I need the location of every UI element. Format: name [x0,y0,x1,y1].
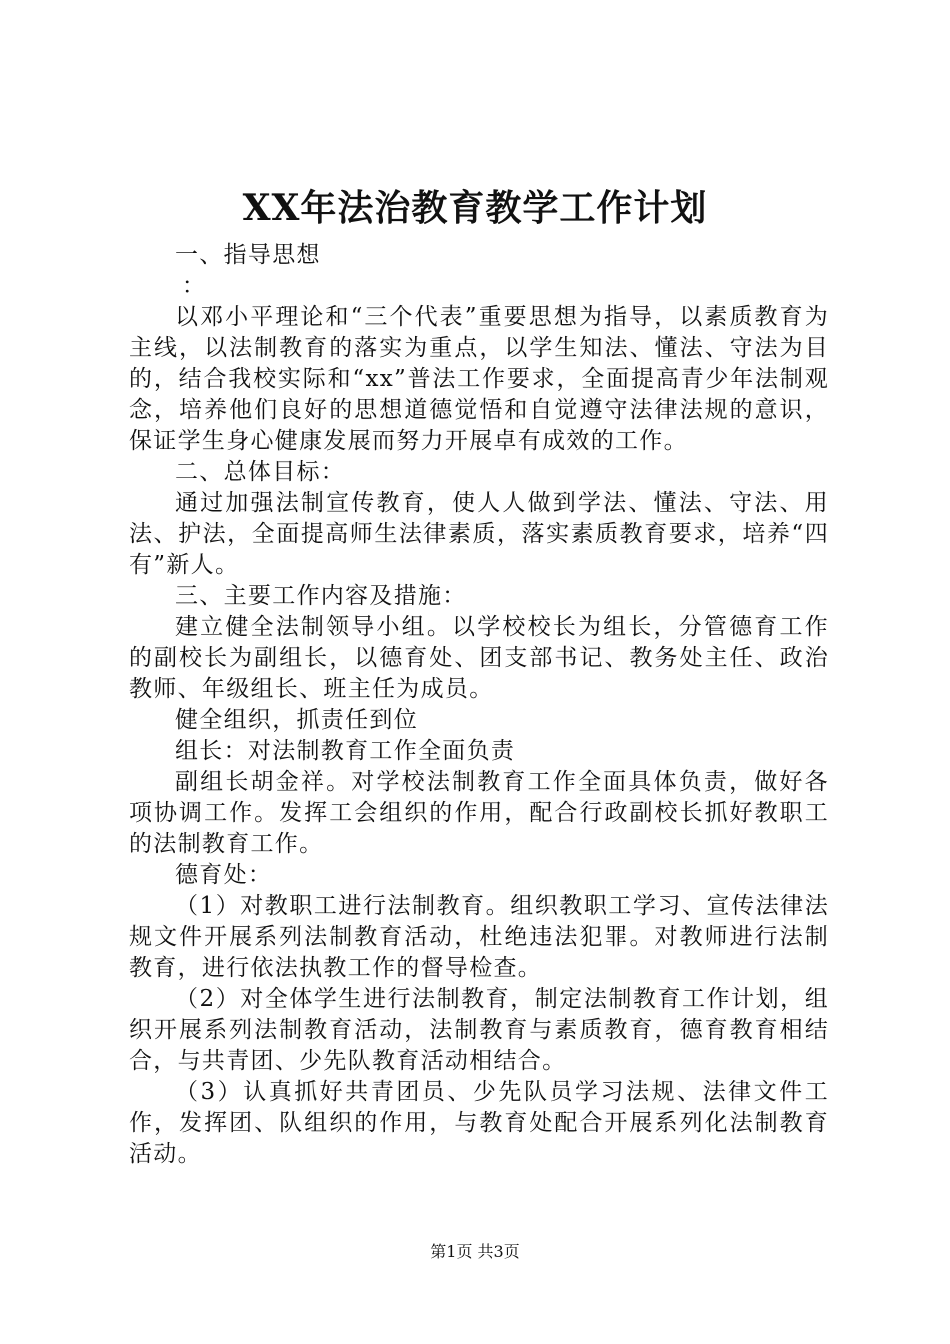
section-heading-overall-goal: 二、总体目标： [175,459,346,485]
document-title: XX年法治教育教学工作计划 [242,187,708,229]
paragraph-overall-goal: 通过加强法制宣传教育，使人人做到学法、懂法、守法、用法、护法，全面提高师生法律素质，落实素质教育要求，培养“四有”新人。 [129,490,829,578]
section-heading-main-work: 三、主要工作内容及措施： [175,583,467,609]
document-body [129,240,829,1170]
paragraph-organization: 健全组织，抓责任到位 [175,707,418,733]
paragraph-moral-education-office: 德育处： [175,862,273,888]
paragraph-group-leader: 组长：对法制教育工作全面负责 [175,738,516,764]
paragraph-deputy-leader: 副组长胡金祥。对学校法制教育工作全面具体负责，做好各项协调工作。发挥工会组织的作用，配合行政副校长抓好教职工的法制教育工作。 [129,769,829,857]
list-item-3: （3）认真抓好共青团员、少先队员学习法规、法律文件工作，发挥团、队组织的作用，与教育处配合开展系列化法制教育活动。 [129,1079,829,1167]
stray-colon: ： [181,273,207,299]
list-item-2: （2）对全体学生进行法制教育，制定法制教育工作计划，组织开展系列法制教育活动，法制教育与素质教育，德育教育相结合，与共青团、少先队教育活动相结合。 [129,986,829,1074]
section-heading-guiding-ideology: 一、指导思想 [175,242,321,268]
page-number-footer: 第1页 共3页 [430,1242,520,1261]
paragraph-guiding-ideology: 以邓小平理论和“三个代表”重要思想为指导，以素质教育为主线，以法制教育的落实为重点，以学生知法、懂法、守法为目的，结合我校实际和“xx”普法工作要求，全面提高青少年法制观念，培养他们良好的思想道德觉悟和自觉遵守法律法规的意识，保证学生身心健康发展而努力开展卓有成效的工作。 [129,304,829,454]
list-item-1: （1）对教职工进行法制教育。组织教职工学习、宣传法律法规文件开展系列法制教育活动，杜绝违法犯罪。对教师进行法制教育，进行依法执教工作的督导检查。 [129,893,829,981]
paragraph-leadership-group: 建立健全法制领导小组。以学校校长为组长，分管德育工作的副校长为副组长，以德育处、团支部书记、教务处主任、政治教师、年级组长、班主任为成员。 [129,614,829,702]
